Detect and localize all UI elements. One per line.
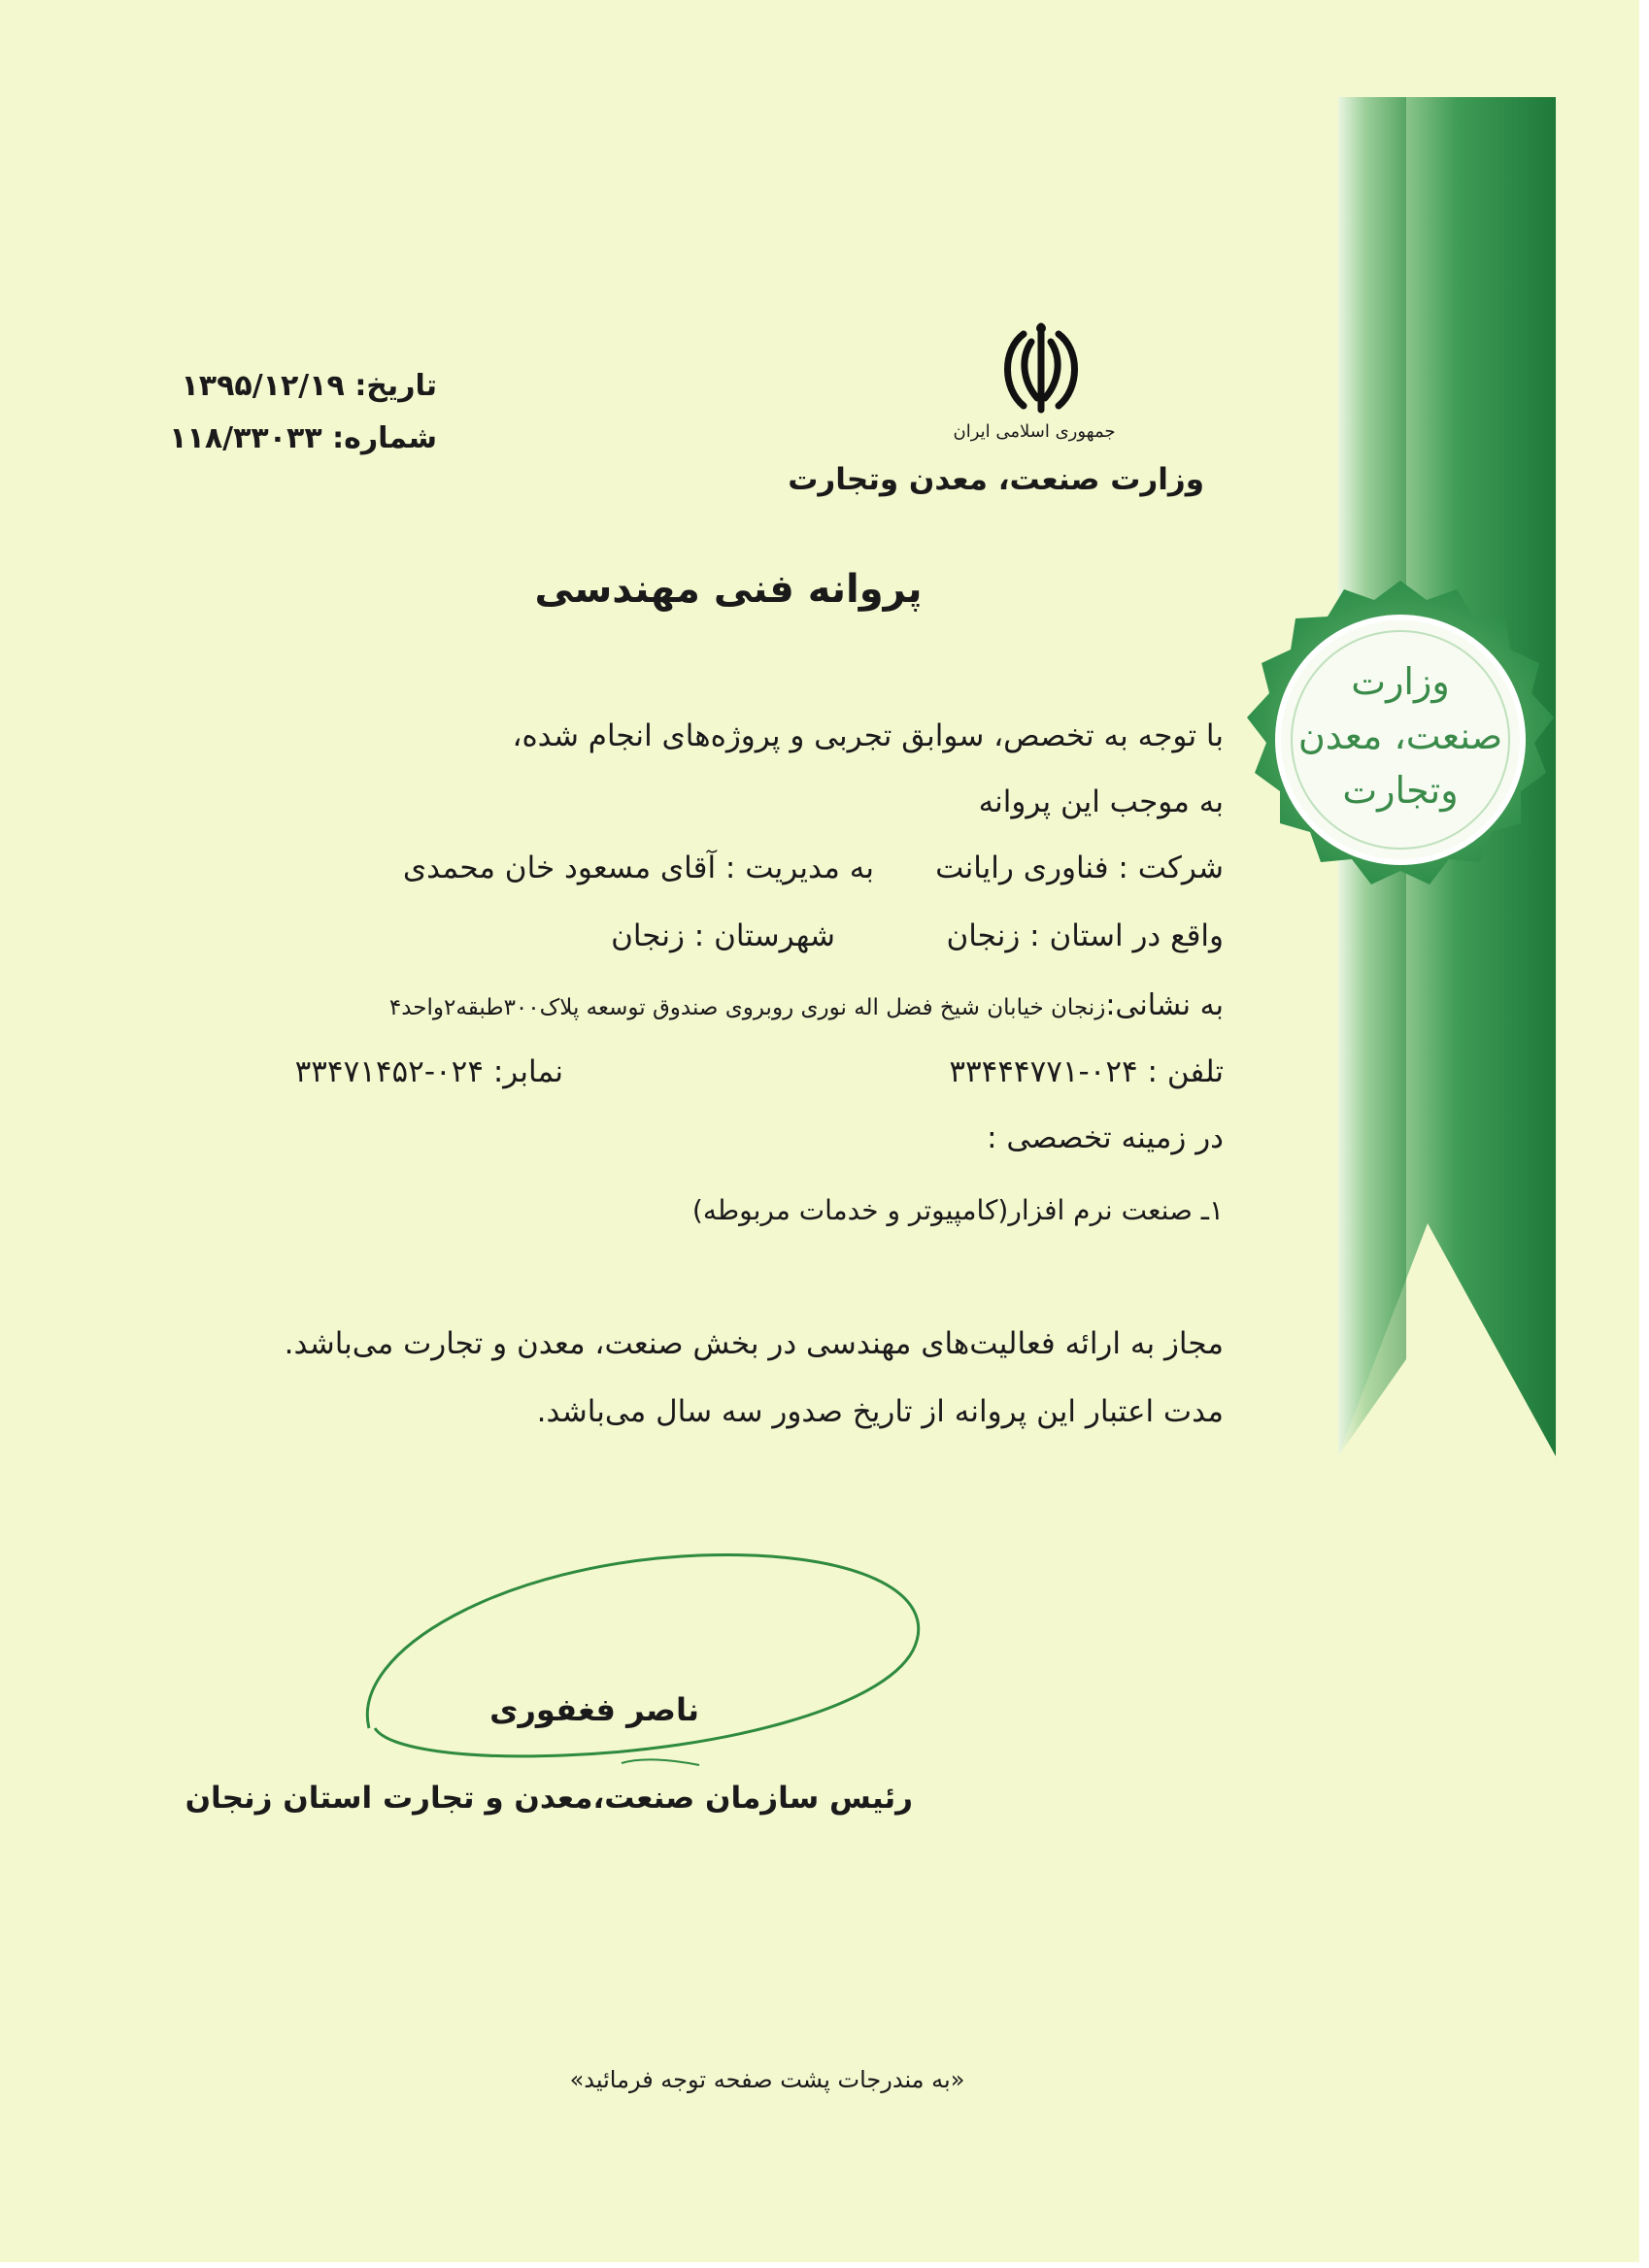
specialty-item: ۱ـ صنعت نرم افزار(کامپیوتر و خدمات مربوطه) bbox=[691, 1194, 1224, 1226]
intro-line-2: به موجب این پروانه bbox=[978, 784, 1224, 819]
certificate-title: پروانه فنی مهندسی bbox=[534, 567, 923, 612]
footer-note: «به مندرجات پشت صفحه توجه فرمائید» bbox=[569, 2066, 965, 2093]
signature-stroke bbox=[350, 1534, 952, 1786]
address-label: به نشانی: bbox=[1105, 988, 1224, 1022]
city-value: زنجان bbox=[611, 918, 685, 953]
phone-value: ۰۲۴-۳۳۴۴۴۷۷۱ bbox=[949, 1054, 1138, 1089]
date-line bbox=[181, 369, 437, 403]
province-label: واقع در استان : bbox=[1029, 918, 1224, 953]
manager-field bbox=[369, 850, 874, 885]
authorization-text: مجاز به ارائه فعالیت‌های مهندسی در بخش صنعت، معدن و تجارت می‌باشد. bbox=[284, 1326, 1224, 1361]
date-label: تاریخ: bbox=[354, 369, 437, 403]
seal-text-3: وتجارت bbox=[1342, 769, 1459, 812]
emblem-caption: جمهوری اسلامی ایران bbox=[953, 421, 1116, 442]
seal-text-1: وزارت bbox=[1351, 660, 1450, 703]
date-value: ۱۳۹۵/۱۲/۱۹ bbox=[181, 369, 345, 403]
seal-text-2: صنعت، معدن bbox=[1297, 715, 1503, 757]
validity-text: مدت اعتبار این پروانه از تاریخ صدور سه سال می‌باشد. bbox=[536, 1394, 1224, 1429]
fax-field bbox=[252, 1054, 563, 1089]
phone-label: تلفن : bbox=[1147, 1054, 1224, 1089]
address-field bbox=[311, 988, 1224, 1022]
fax-value: ۰۲۴-۳۳۴۷۱۴۵۲ bbox=[294, 1054, 484, 1089]
ministry-name: وزارت صنعت، معدن وتجارت bbox=[788, 462, 1204, 497]
number-line bbox=[169, 421, 437, 455]
address-value: زنجان خیابان شیخ فضل اله نوری روبروی صندوق توسعه پلاک۳۰۰طبقه۲واحد۴ bbox=[388, 995, 1106, 1020]
city-field bbox=[563, 918, 835, 953]
province-value: زنجان bbox=[946, 918, 1021, 953]
iran-emblem-icon bbox=[994, 320, 1088, 417]
manager-value: آقای مسعود خان محمدی bbox=[402, 850, 717, 885]
city-label: شهرستان : bbox=[693, 918, 835, 953]
number-value: ۱۱۸/۳۳۰۳۳ bbox=[169, 421, 322, 455]
manager-label: به مدیریت : bbox=[724, 850, 874, 885]
company-label: شرکت : bbox=[1118, 850, 1224, 885]
signer-name: ناصر فغفوری bbox=[489, 1691, 699, 1728]
signer-position: رئیس سازمان صنعت،معدن و تجارت استان زنجان bbox=[185, 1781, 913, 1816]
specialty-label: در زمینه تخصصی : bbox=[987, 1120, 1224, 1155]
company-value: فناوری رایانت bbox=[935, 850, 1109, 885]
company-field bbox=[855, 850, 1224, 885]
fax-label: نمابر: bbox=[492, 1054, 563, 1089]
number-label: شماره: bbox=[332, 421, 437, 455]
province-field bbox=[913, 918, 1224, 953]
intro-line-1: با توجه به تخصص، سوابق تجربی و پروژه‌های انجام شده، bbox=[512, 718, 1224, 753]
phone-field bbox=[893, 1054, 1224, 1089]
